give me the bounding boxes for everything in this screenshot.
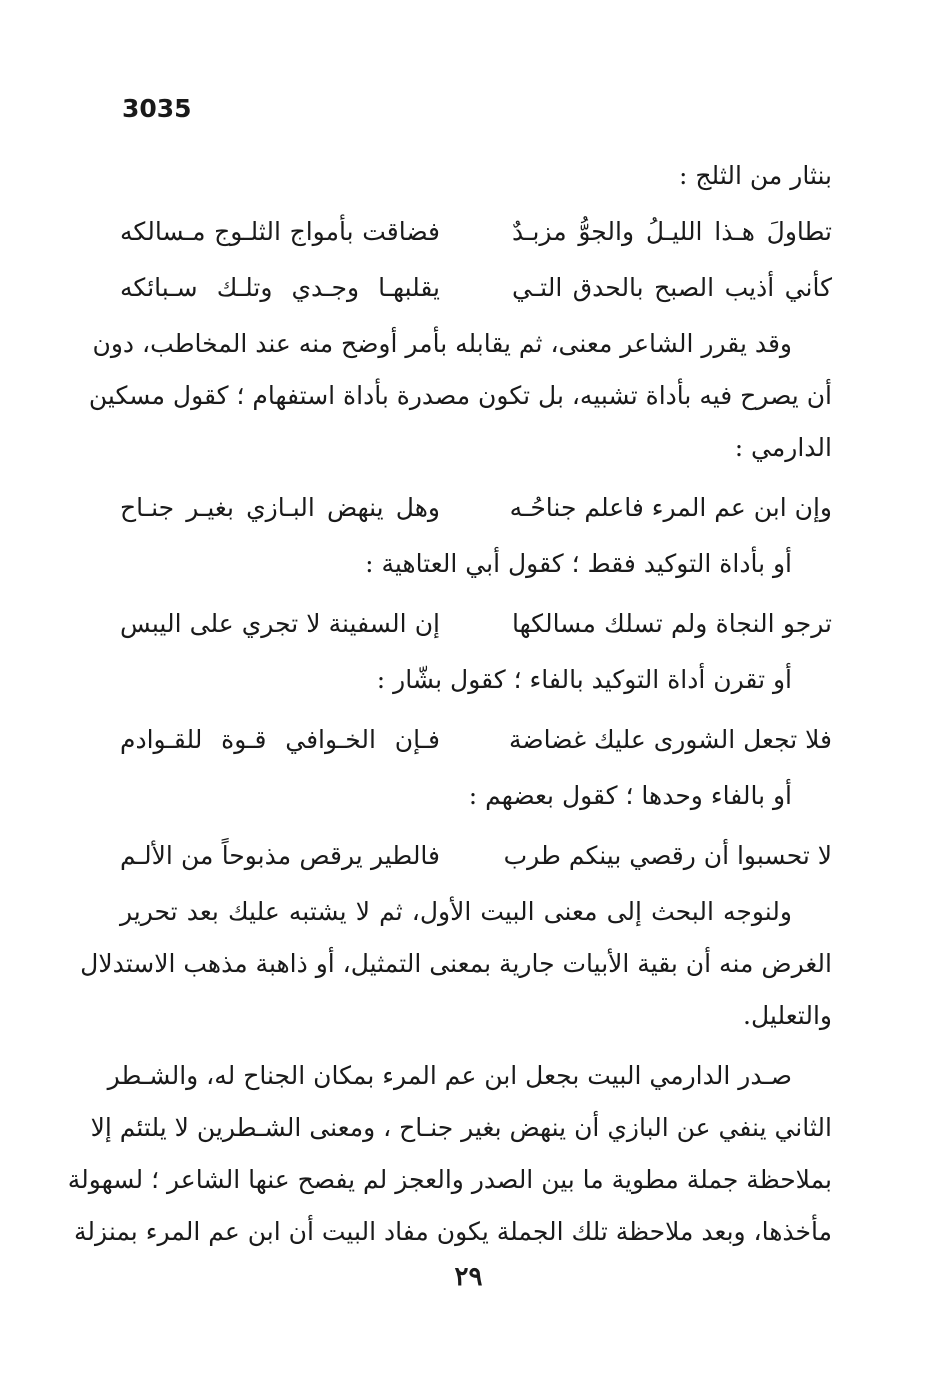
paragraph-line: وقد يقرر الشاعر معنى، ثم يقابله بأمر أوضح منه عند المخاطب، دون (92, 329, 792, 358)
paragraph-line: الثاني ينفي عن البازي أن ينهض بغير جنـاح ، ومعنى الشـطرين لا يلتئم إلا (90, 1113, 832, 1142)
verse-first-hemistich: وإن ابن عم المرء فاعلم جناحُـه (509, 493, 832, 522)
verse-line (120, 262, 832, 314)
verse-first-hemistich: فلا تجعل الشورى عليك غضاضة (509, 725, 832, 754)
paragraph-line: ولنوجه البحث إلى معنى البيت الأول، ثم لا يشتبه عليك بعد تحرير (120, 897, 792, 926)
verse-second-hemistich: إن السفينة لا تجري على اليبس (120, 609, 440, 638)
verse-line (120, 206, 832, 258)
paragraph-line: أن يصرح فيه بأداة تشبيه، بل تكون مصدرة بأداة استفهام ؛ كقول مسكين (88, 381, 832, 410)
paragraph-line: صـدر الدارمي البيت بجعل ابن عم المرء بمكان الجناح له، والشـطر (107, 1061, 792, 1090)
verse-second-hemistich: يقلبهـا وجـدي وتلـك سـبائكه (120, 273, 440, 302)
page-body (67, 150, 832, 1266)
verse-line (120, 482, 832, 534)
paragraph-line: الدارمي : (734, 433, 832, 462)
paragraph-line: أو بالفاء وحدها ؛ كقول بعضهم : (468, 781, 792, 810)
verse-second-hemistich: فـإن الخـوافي قـوة للقـوادم (120, 725, 440, 754)
paragraph (120, 770, 832, 822)
paragraph (80, 886, 832, 1042)
verse-line (120, 830, 832, 882)
verse-line (120, 714, 832, 766)
page-number-footer: ٢٩ (454, 1262, 483, 1292)
paragraph-line: والتعليل. (743, 1001, 832, 1030)
intro-line: بنثار من الثلج : (679, 161, 832, 190)
page-number-top: 3035 (122, 94, 192, 123)
paragraph (88, 318, 832, 474)
paragraph-line: بملاحظة جملة مطوية ما بين الصدر والعجز لم يفصح عنها الشاعر ؛ لسهولة (67, 1165, 832, 1194)
verse-second-hemistich: فالطير يرقص مذبوحاً من الألـم (120, 841, 440, 870)
paragraph-line: أو تقرن أداة التوكيد بالفاء ؛ كقول بشّار : (376, 665, 792, 694)
paragraph (67, 1050, 832, 1258)
paragraph-line: مأخذها، وبعد ملاحظة تلك الجملة يكون مفاد البيت أن ابن عم المرء بمنزلة (74, 1217, 832, 1246)
verse-second-hemistich: فضاقت بأمواج الثلـوج مـسالكه (120, 217, 440, 246)
verse-second-hemistich: وهل ينهض البـازي بغيـر جنـاح (120, 493, 440, 522)
verse-first-hemistich: تطاولَ هـذا الليـلُ والجوُّ مزبـدٌ (512, 217, 832, 246)
verse-line (120, 598, 832, 650)
verse-first-hemistich: كأني أذيب الصبح بالحدق التـي (512, 273, 832, 302)
verse-first-hemistich: لا تحسبوا أن رقصي بينكم طرب (503, 841, 832, 870)
verse-first-hemistich: ترجو النجاة ولم تسلك مسالكها (512, 609, 832, 638)
paragraph-line: أو بأداة التوكيد فقط ؛ كقول أبي العتاهية : (365, 549, 792, 578)
paragraph-line: الغرض منه أن بقية الأبيات جارية بمعنى التمثيل، أو ذاهبة مذهب الاستدلال (80, 949, 832, 978)
paragraph (120, 538, 832, 590)
paragraph (120, 654, 832, 706)
